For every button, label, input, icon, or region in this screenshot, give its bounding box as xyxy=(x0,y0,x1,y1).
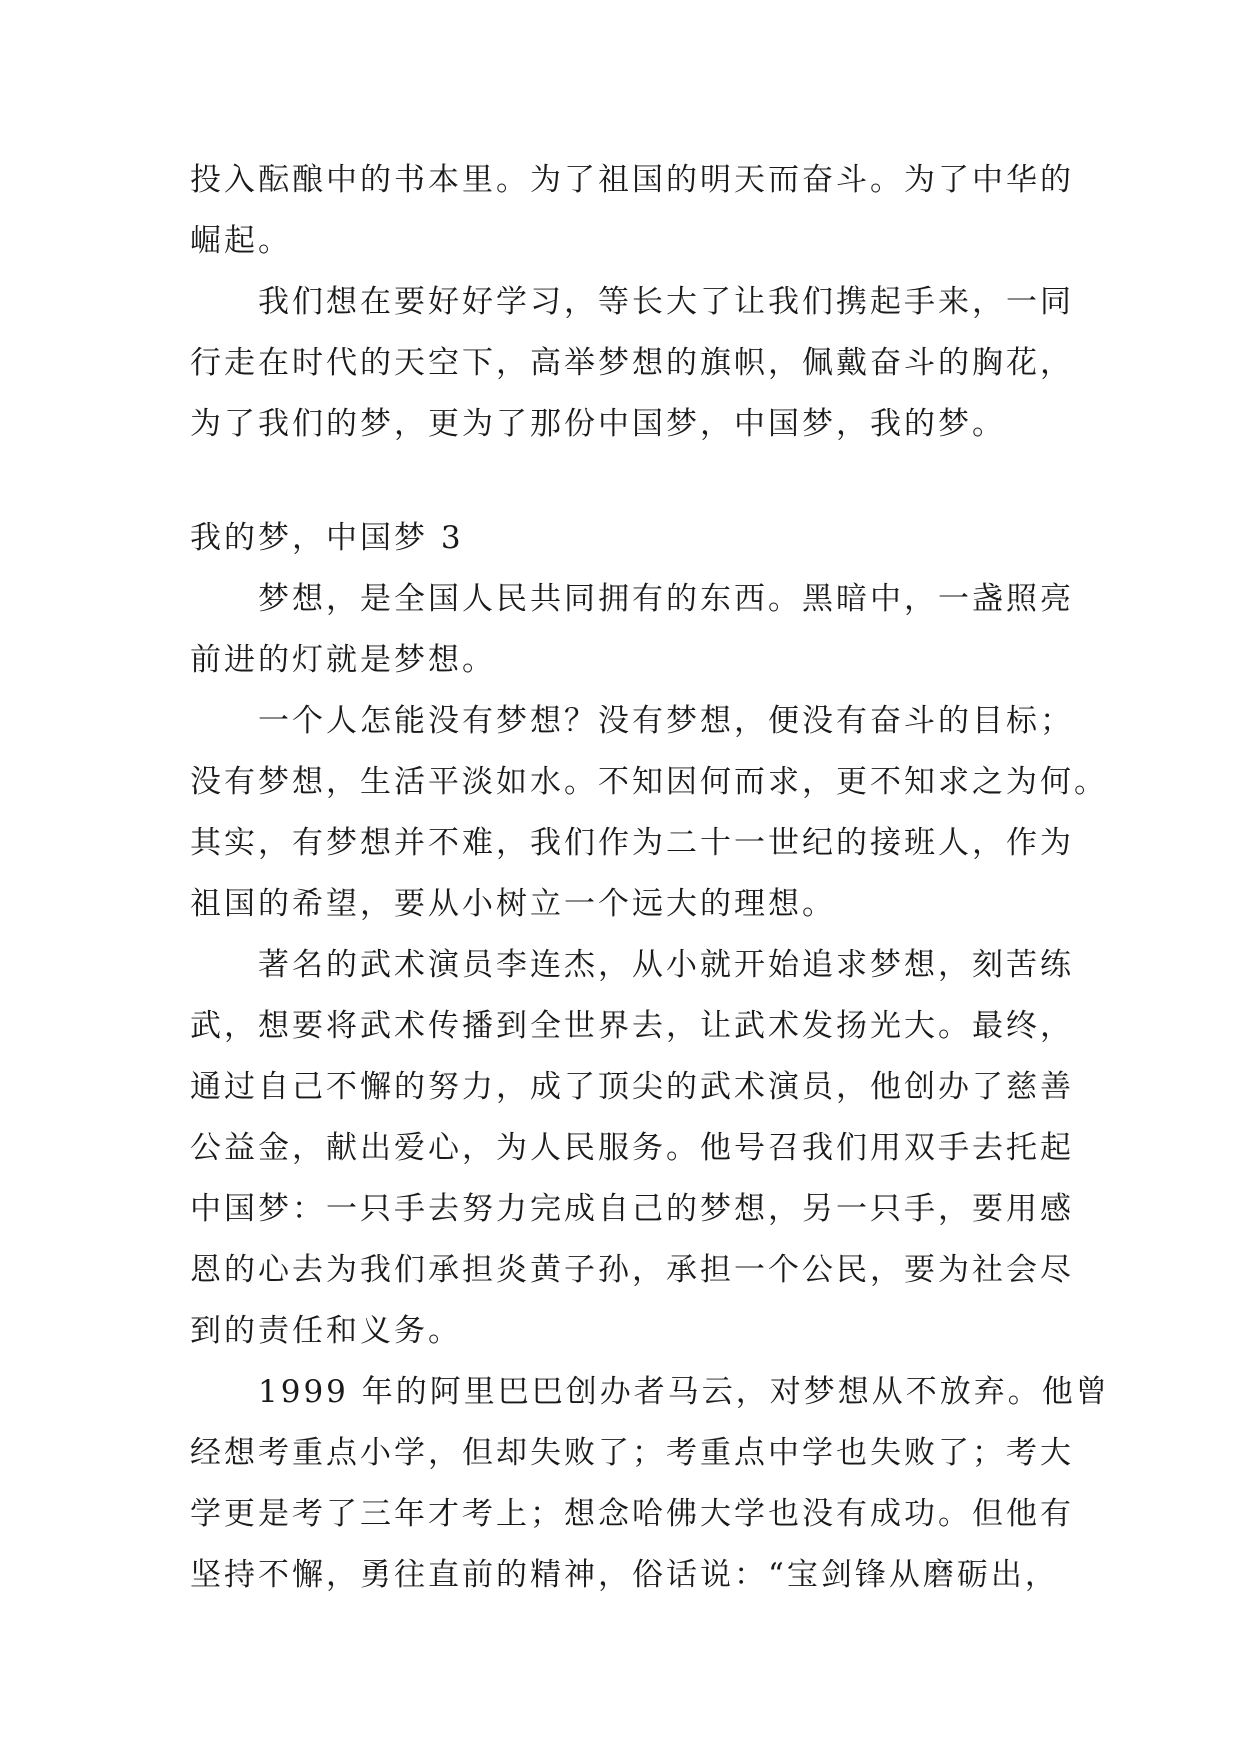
paragraph-continuation xyxy=(190,150,1074,272)
text-line: 我们想在要好好学习，等长大了让我们携起手来，一同 xyxy=(258,284,1074,320)
text-line: 投入酝酿中的书本里。为了祖国的明天而奋斗。为了中华的 xyxy=(190,162,1074,198)
text-line: 武，想要将武术传播到全世界去，让武术发扬光大。最终， xyxy=(190,1008,1074,1044)
text-line: 通过自己不懈的努力，成了顶尖的武术演员，他创办了慈善 xyxy=(190,1069,1074,1105)
paragraph xyxy=(190,935,1074,1362)
text-line: 崛起。 xyxy=(190,223,292,259)
text-line: 著名的武术演员李连杰，从小就开始追求梦想，刻苦练 xyxy=(258,947,1074,983)
text-line: 坚持不懈，勇往直前的精神，俗话说：“宝剑锋从磨砺出， xyxy=(190,1557,1059,1593)
text-line: 其实，有梦想并不难，我们作为二十一世纪的接班人，作为 xyxy=(190,825,1074,861)
text-line: 到的责任和义务。 xyxy=(190,1313,462,1349)
text-line: 为了我们的梦，更为了那份中国梦，中国梦，我的梦。 xyxy=(190,406,1006,442)
text-line: 一个人怎能没有梦想？没有梦想，便没有奋斗的目标； xyxy=(258,703,1074,739)
text-line: 祖国的希望，要从小树立一个远大的理想。 xyxy=(190,886,836,922)
section-heading xyxy=(190,508,1060,569)
text-line: 中国梦：一只手去努力完成自己的梦想，另一只手，要用感 xyxy=(190,1191,1074,1227)
text-line: 1999 年的阿里巴巴创办者马云，对梦想从不放弃。他曾 xyxy=(258,1374,1110,1410)
paragraph xyxy=(190,272,1074,455)
text-line: 恩的心去为我们承担炎黄子孙，承担一个公民，要为社会尽 xyxy=(190,1252,1074,1288)
text-line: 行走在时代的天空下，高举梦想的旗帜，佩戴奋斗的胸花， xyxy=(190,345,1074,381)
paragraph xyxy=(190,569,1074,691)
text-line: 学更是考了三年才考上；想念哈佛大学也没有成功。但他有 xyxy=(190,1496,1074,1532)
text-line: 没有梦想，生活平淡如水。不知因何而求，更不知求之为何。 xyxy=(190,764,1108,800)
paragraph xyxy=(190,1362,1110,1606)
text-line: 前进的灯就是梦想。 xyxy=(190,642,496,678)
text-line: 公益金，献出爱心，为人民服务。他号召我们用双手去托起 xyxy=(190,1130,1074,1166)
text-line: 经想考重点小学，但却失败了；考重点中学也失败了；考大 xyxy=(190,1435,1074,1471)
paragraph xyxy=(190,691,1108,935)
text-line: 梦想，是全国人民共同拥有的东西。黑暗中，一盏照亮 xyxy=(258,581,1074,617)
heading-text: 我的梦，中国梦 3 xyxy=(190,520,464,556)
